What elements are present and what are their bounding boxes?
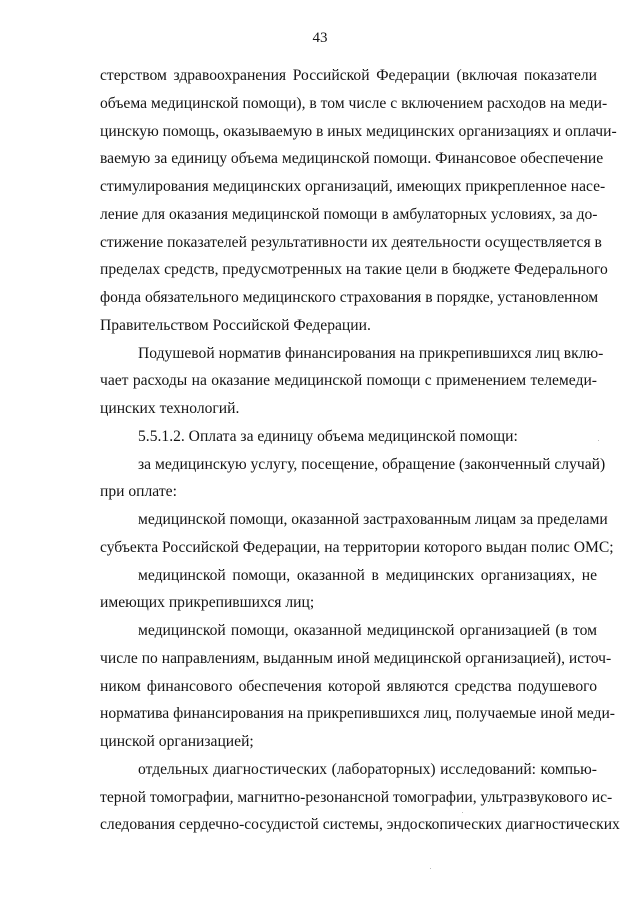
text-line: Подушевой норматив финансирования на прикрепившихся лиц вклю- [138,344,604,362]
text-line: ваемую за единицу объема медицинской помощи. Финансовое обеспечение [100,150,604,168]
list-item-diagnostic-studies [100,756,620,839]
text-line: цинскую помощь, оказываемую в иных медицинских организациях и оплачи- [100,122,617,140]
text-line: за медицинскую услугу, посещение, обращение (законченный случай) [138,455,606,473]
text-line: медицинской помощи, оказанной застрахованным лицам за пределами [138,511,608,528]
scan-speck [462,812,463,813]
text-line: объема медицинской помощи), в том числе с включением расходов на меди- [100,94,608,112]
text-line: медицинской помощи, оказанной медицинской организацией (в том [138,622,597,639]
text-line: норматива финансирования на прикрепившихся лиц, получаемые иной меди- [100,705,615,723]
section-heading-5-5-1-2 [100,423,597,451]
text-line: при оплате: [100,483,177,501]
text-line: терной томографии, магнитно-резонансной томографии, ультразвукового ис- [100,788,613,806]
text-line: пределах средств, предусмотренных на такие цели в бюджете Федерального [100,261,608,279]
document-body [100,62,620,839]
text-line: отдельных диагностических (лабораторных) исследований: компью- [138,760,597,778]
text-line: стерством здравоохранения Российской Федерации (включая показатели [100,67,597,84]
text-line: стимулирования медицинских организаций, имеющих прикрепленное насе- [100,178,606,195]
paragraph-capitation-standard [100,340,604,423]
paragraph-per-unit-payment [100,451,606,507]
text-line: ление для оказания медицинской помощи в амбулаторных условиях, за до- [100,205,598,223]
text-line: Правительством Российской Федерации. [100,316,371,334]
text-line: субъекта Российской Федерации, на территории которого выдан полис ОМС; [100,538,614,556]
text-line: ником финансового обеспечения которой являются средства подушевого [100,677,597,695]
text-line: 5.5.1.2. Оплата за единицу объема медицинской помощи: [138,427,518,445]
text-line: имеющих прикрепившихся лиц; [100,594,315,612]
text-line: медицинской помощи, оказанной в медицинских организациях, не [138,566,597,584]
text-line: фонда обязательного медицинского страхования в порядке, установленном [100,289,599,306]
scan-speck [598,440,599,441]
text-line: числе по направлениям, выданным иной медицинской организацией), источ- [100,649,612,667]
text-line: следования сердечно-сосудистой системы, эндоскопических диагностических [100,816,620,834]
list-item-outside-region [100,506,614,562]
text-line: цинских технологий. [100,400,240,417]
list-item-no-attached-persons [100,562,597,618]
paragraph-funding-calculation [100,62,617,340]
text-line: чает расходы на оказание медицинской помощи с применением телемеди- [100,372,597,390]
text-line: стижение показателей результативности их деятельности осуществляется в [100,233,602,251]
text-line: цинской организацией; [100,733,254,750]
page-number: 43 [312,30,328,46]
list-item-referrals [100,617,615,756]
scan-speck [430,868,431,869]
